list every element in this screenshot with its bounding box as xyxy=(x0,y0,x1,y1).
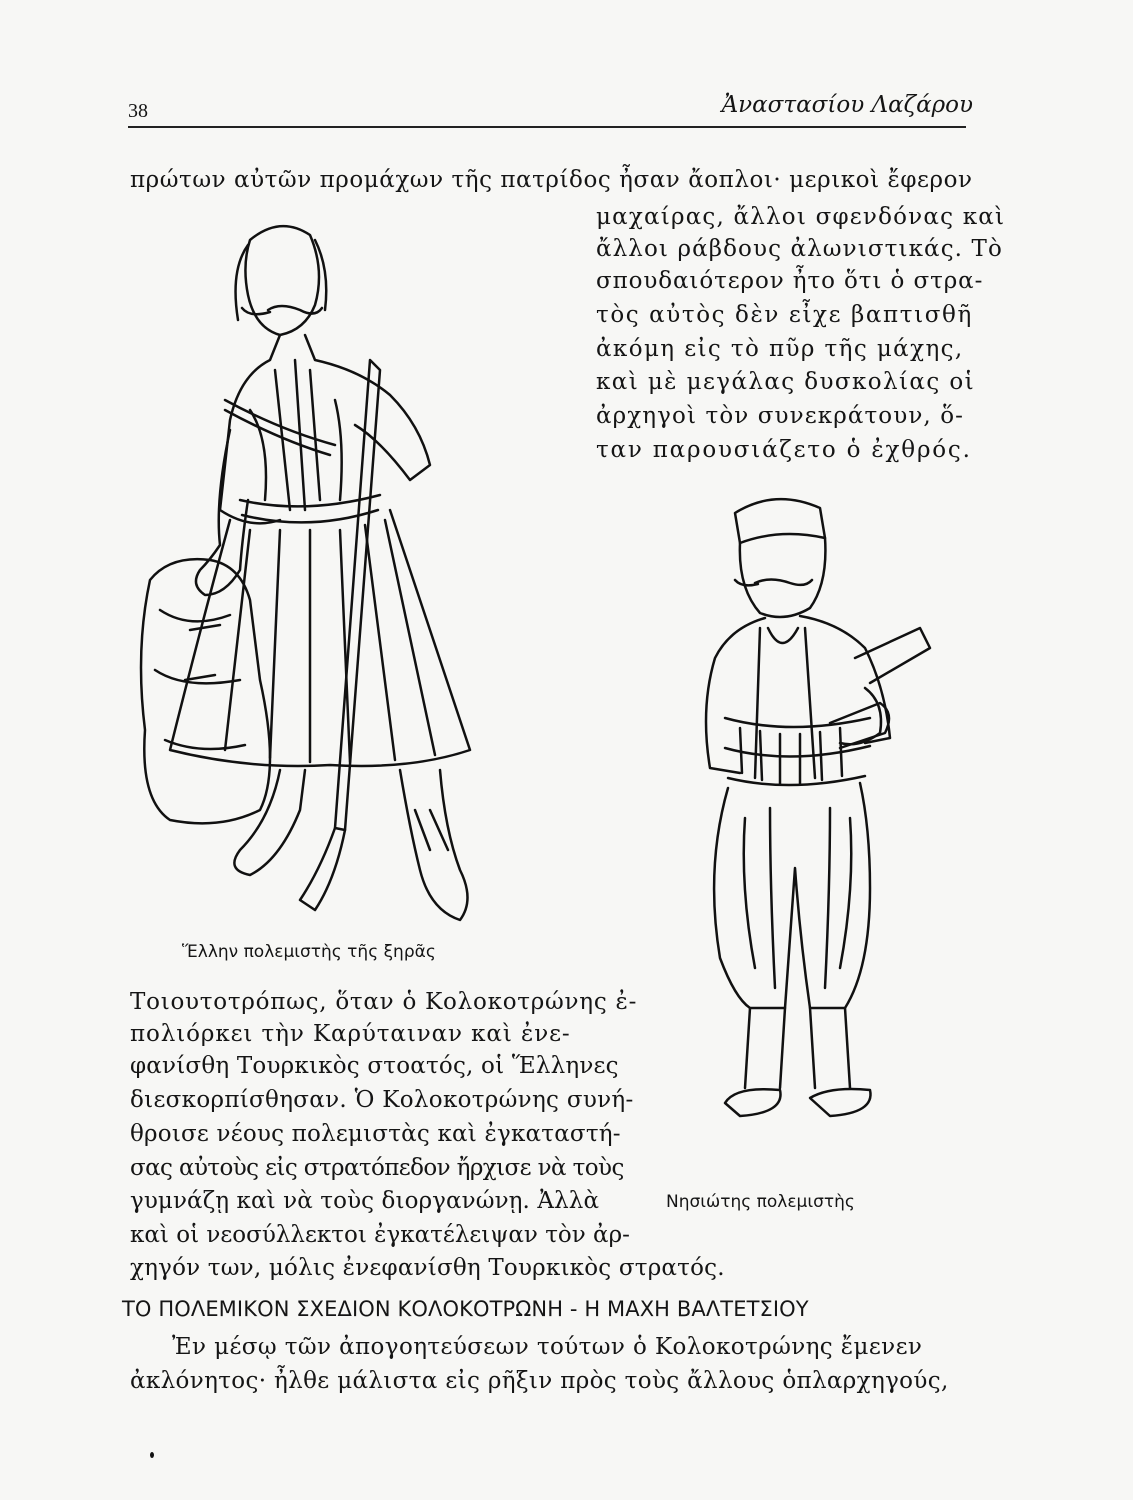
text-line: χηγόν των, μόλις ἐνεφανίσθη Τουρκικὸς στρατός. xyxy=(130,1255,725,1281)
figure-caption-right: Νησιώτης πολεμιστὴς xyxy=(666,1192,855,1212)
figure-caption-left: Ἕλλην πολεμιστὴς τῆς ξηρᾶς xyxy=(182,942,436,962)
text-line: πολιόρκει τὴν Καρύταιναν καὶ ἐνε- xyxy=(130,1021,571,1047)
text-line: ἀκλόνητος· ἦλθε μάλιστα εἰς ρῆξιν πρὸς τοὺς ἄλλους ὁπλαρχηγούς, xyxy=(130,1368,949,1394)
text-line: μαχαίρας, ἄλλοι σφενδόνας καὶ xyxy=(596,204,1006,230)
text-line: τὸς αὐτὸς δὲν εἶχε βαπτισθῆ xyxy=(596,302,973,328)
text-line: Ἐν μέσῳ τῶν ἀπογοητεύσεων τούτων ὁ Κολοκοτρώνης ἔμενεν xyxy=(172,1334,923,1360)
text-line: καὶ οἱ νεοσύλλεκτοι ἐγκατέλειψαν τὸν ἀρ- xyxy=(130,1222,630,1248)
page-number: 38 xyxy=(128,100,148,122)
text-line: σπουδαιότερον ἦτο ὅτι ὁ στρα- xyxy=(596,268,984,294)
running-title: Ἀναστασίου Λαζάρου xyxy=(721,92,973,118)
text-line: ἀρχηγοὶ τὸν συνεκράτουν, ὅ- xyxy=(596,403,965,429)
ink-speck xyxy=(150,1452,154,1458)
text-line: γυμνάζῃ καὶ νὰ τοὺς διοργανώνῃ. Ἀλλὰ xyxy=(130,1188,600,1214)
text-line: ταν παρουσιάζετο ὁ ἐχθρός. xyxy=(596,437,972,463)
text-line: διεσκορπίσθησαν. Ὁ Κολοκοτρώνης συνή- xyxy=(130,1087,634,1113)
text-line: ἀκόμη εἰς τὸ πῦρ τῆς μάχης, xyxy=(596,336,964,362)
island-warrior-illustration xyxy=(680,488,970,1138)
text-line: ἄλλοι ράβδους ἀλωνιστικάς. Τὸ xyxy=(596,236,1003,262)
text-line: θροισε νέους πολεμιστὰς καὶ ἐγκαταστή- xyxy=(130,1121,621,1147)
text-line: καὶ μὲ μεγάλας δυσκολίας οἱ xyxy=(596,369,976,395)
text-line: Τοιουτοτρόπως, ὅταν ὁ Κολοκοτρώνης ἐ- xyxy=(130,989,638,1015)
mainland-warrior-illustration xyxy=(130,210,490,940)
text-line: φανίσθη Τουρκικὸς στοατός, οἱ Ἕλληνες xyxy=(130,1053,619,1079)
text-line: σας αὐτοὺς εἰς στρατόπεδον ἤρχισε νὰ τοὺς xyxy=(130,1155,624,1181)
section-heading: ΤΟ ΠΟΛΕΜΙΚΟΝ ΣΧΕΔΙΟΝ ΚΟΛΟΚΟΤΡΩΝΗ - Η ΜΑΧΗ ΒΑΛΤΕΤΣΙΟΥ xyxy=(122,1297,809,1321)
text-line: πρώτων αὐτῶν προμάχων τῆς πατρίδος ἦσαν ἄοπλοι· μερικοὶ ἔφερον xyxy=(130,167,973,193)
header-rule xyxy=(128,126,966,128)
